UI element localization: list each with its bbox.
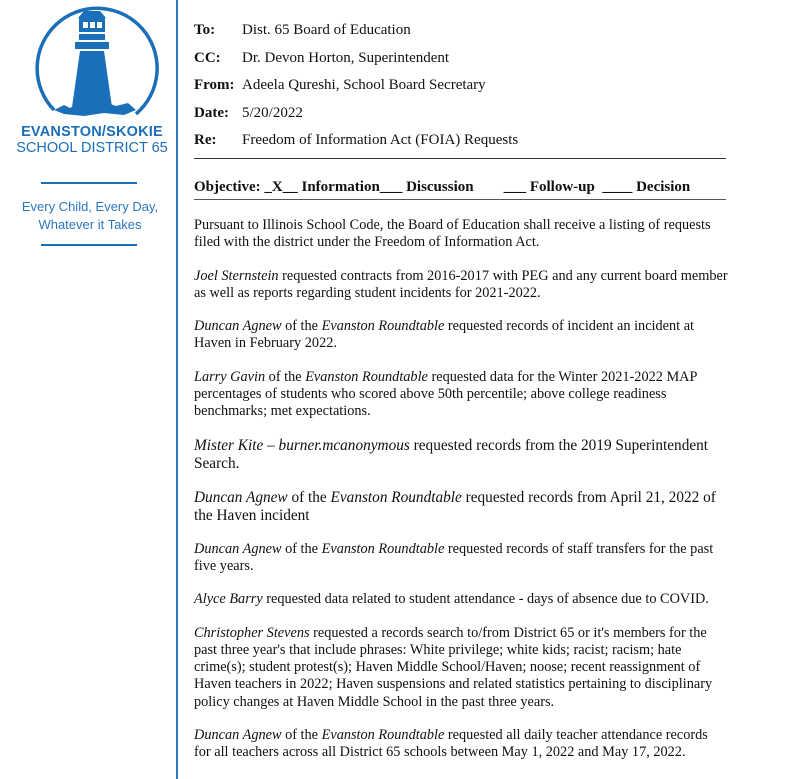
text: requested data related to student attendance - days of absence due to COVID.	[262, 591, 709, 608]
label: Re:	[194, 132, 217, 148]
memo-to	[194, 22, 411, 42]
text: requested records of incident an incident at Haven in February 2022.	[194, 318, 695, 352]
vertical-divider	[176, 0, 178, 779]
text: of the	[281, 318, 322, 335]
tagline-line-2: Whatever it Takes	[38, 217, 142, 232]
italic-name: Evanston Roundtable	[305, 368, 428, 385]
text: of the	[281, 540, 322, 557]
italic-name: Joel Sternstein	[194, 267, 279, 284]
foia-request-list	[194, 217, 728, 778]
label: Date:	[194, 105, 229, 121]
text: requested a records search to/from District 65 or it's members for the past three year's that include phrases: White privilege; white kids; racist; racism; hate crime(s); student protest(s); Haven Middle School/Haven; noose; recent reassignment of Haven teachers in 2022; Haven suspensions and related statistics pertaining to disciplinary policy changes at Haven Middle School in the past three years.	[194, 624, 713, 710]
italic-name: Evanston Roundtable	[321, 727, 445, 744]
label: From:	[194, 77, 235, 93]
objective-options: Information___ Discussion ___ Follow-up ____ Decision	[297, 179, 691, 195]
foia-request-item	[194, 727, 728, 762]
text: requested all daily teacher attendance records for all teachers across all District 65 schools between May 1, 2022 and May 17, 2022.	[194, 727, 708, 761]
divider	[41, 182, 137, 184]
text: requested data for the Winter 2021-2022 MAP percentages of students who scored above 50th percentile; above college readiness benchmarks; met expectations.	[194, 368, 697, 420]
foia-request-item	[194, 591, 728, 608]
text: requested records of staff transfers for the past five years.	[194, 540, 714, 574]
text: of the	[265, 368, 306, 385]
header-rule	[194, 158, 726, 159]
italic-name: Evanston Roundtable	[321, 318, 445, 335]
italic-name: Alyce Barry	[194, 591, 263, 608]
objective-selected-mark: _X__	[264, 179, 298, 195]
italic-name: Duncan Agnew	[194, 727, 282, 744]
value: Adeela Qureshi, School Board Secretary	[242, 77, 486, 93]
divider	[41, 244, 137, 246]
italic-name: Mister Kite – burner.mcanonymous	[194, 436, 410, 454]
lighthouse-logo-icon	[24, 2, 160, 122]
value: Freedom of Information Act (FOIA) Requests	[242, 132, 519, 148]
foia-request-item	[194, 318, 728, 353]
sidebar	[0, 0, 176, 779]
foia-request-item	[194, 625, 728, 711]
objective-label: Objective:	[194, 179, 265, 195]
value: Dist. 65 Board of Education	[242, 22, 411, 38]
italic-name: Duncan Agnew	[194, 488, 288, 506]
memo-date	[194, 105, 303, 125]
memo-from	[194, 77, 486, 97]
text: requested contracts from 2016-2017 with PEG and any current board member as well as reports regarding student incidents for 2021-2022.	[194, 267, 728, 301]
foia-request-item	[194, 437, 728, 473]
italic-name: Larry Gavin	[194, 368, 266, 385]
brand-subtitle: SCHOOL DISTRICT 65	[16, 140, 168, 156]
italic-name: Duncan Agnew	[194, 540, 282, 557]
objective-line	[194, 179, 726, 200]
memo-cc	[194, 50, 449, 70]
italic-name: Evanston Roundtable	[321, 540, 445, 557]
text: requested records from the 2019 Superintendent Search.	[194, 436, 709, 472]
memo-re	[194, 132, 518, 152]
label: CC:	[194, 50, 221, 66]
value: Dr. Devon Horton, Superintendent	[242, 50, 450, 66]
text: Pursuant to Illinois School Code, the Board of Education shall receive a listing of requests filed with the district under the Freedom of Information Act.	[194, 217, 711, 251]
foia-request-item	[194, 268, 728, 303]
label: To:	[194, 22, 216, 38]
value: 5/20/2022	[242, 105, 303, 121]
intro-paragraph	[194, 217, 728, 252]
tagline	[0, 198, 180, 234]
foia-request-item	[194, 369, 728, 421]
text: of the	[287, 488, 331, 506]
foia-request-item	[194, 489, 728, 525]
brand-name: EVANSTON/SKOKIE	[21, 124, 163, 140]
text: requested records from April 21, 2022 of the Haven incident	[194, 488, 716, 524]
text: of the	[281, 727, 322, 744]
foia-request-item	[194, 541, 728, 576]
italic-name: Evanston Roundtable	[330, 488, 462, 506]
tagline-line-1: Every Child, Every Day,	[21, 199, 159, 214]
italic-name: Duncan Agnew	[194, 318, 282, 335]
italic-name: Christopher Stevens	[194, 624, 310, 641]
